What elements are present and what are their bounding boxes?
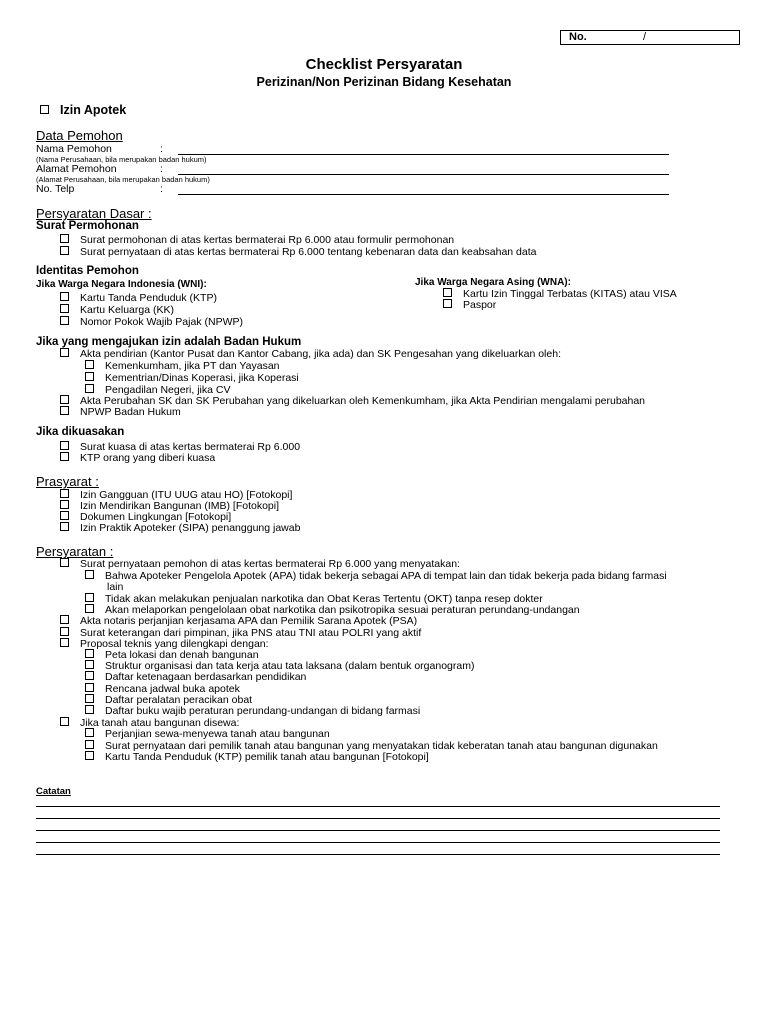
checklist-item[interactable] [85, 372, 299, 384]
checkbox[interactable] [60, 316, 69, 325]
item-label: Perjanjian sewa-menyewa tanah atau bangunan [105, 728, 330, 740]
checklist-item[interactable] [443, 299, 496, 311]
alamat-field[interactable] [178, 174, 669, 175]
prasyarat-heading: Prasyarat : [36, 474, 99, 489]
item-label: Surat keterangan dari pimpinan, jika PNS atau TNI atau POLRI yang aktif [80, 627, 422, 639]
checkbox[interactable] [60, 395, 69, 404]
alamat-label: Alamat Pemohon [36, 163, 117, 175]
item-label: Proposal teknis yang dilengkapi dengan: [80, 638, 269, 650]
data-pemohon-heading: Data Pemohon [36, 128, 123, 143]
checkbox[interactable] [85, 604, 94, 613]
nama-label: Nama Pemohon [36, 143, 112, 155]
catatan-heading: Catatan [36, 786, 71, 797]
checkbox[interactable] [85, 671, 94, 680]
nama-colon: : [160, 143, 163, 155]
checklist-item[interactable] [60, 304, 174, 316]
checkbox[interactable] [85, 740, 94, 749]
checklist-item[interactable] [60, 406, 181, 418]
item-label: Daftar ketenagaan berdasarkan pendidikan [105, 671, 307, 683]
item-label: NPWP Badan Hukum [80, 406, 181, 418]
item-label: Kemenkumham, jika PT dan Yayasan [105, 360, 280, 372]
checkbox[interactable] [60, 627, 69, 636]
checkbox[interactable] [85, 372, 94, 381]
checklist-item[interactable] [60, 452, 215, 464]
item-label: Akta pendirian (Kantor Pusat dan Kantor Cabang, jika ada) dan SK Pengesahan yang dikeluarkan oleh: [80, 348, 561, 360]
checkbox[interactable] [85, 360, 94, 369]
number-slash: / [643, 31, 647, 43]
checkbox[interactable] [60, 292, 69, 301]
item-label: Pengadilan Negeri, jika CV [105, 384, 231, 396]
item-label: Nomor Pokok Wajib Pajak (NPWP) [80, 316, 243, 328]
item-label: Surat pernyataan di atas kertas bermaterai Rp 6.000 tentang kebenaran data dan keabsahan data [80, 246, 537, 258]
identitas-heading: Identitas Pemohon [36, 265, 139, 277]
checkbox[interactable] [60, 558, 69, 567]
checkbox[interactable] [85, 384, 94, 393]
item-label: Dokumen Lingkungan [Fotokopi] [80, 511, 232, 523]
checklist-item[interactable] [60, 522, 300, 534]
item-label: Akta notaris perjanjian kerjasama APA dan Pemilik Sarana Apotek (PSA) [80, 615, 418, 627]
item-label: Akta Perubahan SK dan SK Perubahan yang dikeluarkan oleh Kemenkumham, jika Akta Pendirian mengalami perubahan [80, 395, 646, 407]
item-label: Daftar peralatan peracikan obat [105, 694, 253, 706]
catatan-line[interactable] [36, 818, 720, 819]
item-label: Izin Praktik Apoteker (SIPA) penanggung jawab [80, 522, 301, 534]
izin-apotek-item[interactable] [40, 103, 126, 117]
checkbox[interactable] [443, 288, 452, 297]
dikuasakan-heading: Jika dikuasakan [36, 426, 125, 438]
checkbox[interactable] [60, 638, 69, 647]
checkbox[interactable] [60, 234, 69, 243]
catatan-line[interactable] [36, 842, 720, 843]
checklist-item[interactable] [85, 570, 667, 582]
item-label: Izin Gangguan (ITU UUG atau HO) [Fotokopi] [80, 489, 293, 501]
telp-field[interactable] [178, 194, 669, 195]
item-label: Kartu Keluarga (KK) [80, 304, 174, 316]
page-title: Checklist Persyaratan [305, 56, 463, 73]
checklist-item[interactable] [60, 292, 217, 304]
catatan-line[interactable] [36, 830, 720, 831]
item-label: Struktur organisasi dan tata kerja atau tata laksana (dalam bentuk organogram) [105, 660, 475, 672]
checkbox[interactable] [60, 452, 69, 461]
checkbox[interactable] [443, 299, 452, 308]
nama-field[interactable] [178, 154, 669, 155]
item-label: Surat permohonan di atas kertas bermaterai Rp 6.000 atau formulir permohonan [80, 234, 455, 246]
checkbox[interactable] [85, 683, 94, 692]
item-continuation: lain [107, 581, 124, 593]
checkbox[interactable] [85, 728, 94, 737]
checklist-item[interactable] [85, 728, 330, 740]
number-box [560, 30, 740, 45]
item-label: Kementrian/Dinas Koperasi, jika Koperasi [105, 372, 299, 384]
item-label: Daftar buku wajib peraturan perundang-undangan di bidang farmasi [105, 705, 421, 717]
item-label: Surat kuasa di atas kertas bermaterai Rp 6.000 [80, 441, 301, 453]
checkbox[interactable] [40, 105, 49, 114]
checkbox[interactable] [60, 406, 69, 415]
item-label: Kartu Izin Tinggal Terbatas (KITAS) atau VISA [463, 288, 677, 300]
checklist-item[interactable] [60, 558, 460, 570]
checklist-item[interactable] [60, 234, 454, 246]
checklist-item[interactable] [60, 316, 243, 328]
wni-heading: Jika Warga Negara Indonesia (WNI): [36, 279, 207, 290]
checkbox[interactable] [60, 304, 69, 313]
checkbox[interactable] [60, 511, 69, 520]
izin-apotek-label: Izin Apotek [60, 103, 127, 117]
persyaratan-heading: Persyaratan : [36, 544, 114, 559]
checkbox[interactable] [60, 500, 69, 509]
telp-label: No. Telp [36, 183, 75, 195]
catatan-line[interactable] [36, 806, 720, 807]
persyaratan-dasar-heading: Persyaratan Dasar : [36, 206, 152, 221]
catatan-line[interactable] [36, 854, 720, 855]
item-label: Surat pernyataan pemohon di atas kertas bermaterai Rp 6.000 yang menyatakan: [80, 558, 460, 570]
telp-colon: : [160, 183, 163, 195]
number-label: No. [569, 31, 587, 43]
checkbox[interactable] [60, 522, 69, 531]
checkbox[interactable] [60, 717, 69, 726]
checkbox[interactable] [85, 593, 94, 602]
item-label: Tidak akan melakukan penjualan narkotika dan Obat Keras Tertentu (OKT) tanpa resep dokter [105, 593, 543, 605]
alamat-colon: : [160, 163, 163, 175]
item-label: Peta lokasi dan denah bangunan [105, 649, 259, 661]
item-label: Bahwa Apoteker Pengelola Apotek (APA) tidak bekerja sebagai APA di tempat lain dan tidak bekerja pada bidang farmasi [105, 570, 667, 582]
checkbox[interactable] [85, 705, 94, 714]
checklist-item[interactable] [85, 751, 429, 763]
checklist-item[interactable] [85, 671, 306, 683]
page-subtitle: Perizinan/Non Perizinan Bidang Kesehatan [256, 75, 512, 89]
checklist-item[interactable] [85, 705, 420, 717]
checkbox[interactable] [60, 615, 69, 624]
surat-permohonan-heading: Surat Permohonan [36, 220, 139, 232]
item-label: Akan melaporkan pengelolaan obat narkotika dan psikotropika sesuai peraturan perundang-undangan [105, 604, 580, 616]
item-label: KTP orang yang diberi kuasa [80, 452, 216, 464]
checklist-item[interactable] [60, 348, 561, 360]
item-label: Surat pernyataan dari pemilik tanah atau bangunan yang menyatakan tidak keberatan tanah atau bangunan digunakan [105, 740, 658, 752]
checkbox[interactable] [60, 489, 69, 498]
item-label: Paspor [463, 299, 497, 311]
item-label: Kartu Tanda Penduduk (KTP) [80, 292, 217, 304]
checkbox[interactable] [85, 694, 94, 703]
checklist-item[interactable] [60, 246, 536, 258]
alamat-note: (Alamat Perusahaan, bila merupakan badan hukum) [36, 175, 210, 184]
checkbox[interactable] [60, 246, 69, 255]
checkbox[interactable] [60, 441, 69, 450]
item-label: Rencana jadwal buka apotek [105, 683, 240, 695]
checklist-item[interactable] [60, 615, 417, 627]
badan-hukum-heading: Jika yang mengajukan izin adalah Badan Hukum [36, 336, 302, 348]
checkbox[interactable] [85, 660, 94, 669]
checkbox[interactable] [60, 348, 69, 357]
checkbox[interactable] [85, 649, 94, 658]
item-label: Izin Mendirikan Bangunan (IMB) [Fotokopi] [80, 500, 280, 512]
checklist-item[interactable] [85, 360, 280, 372]
wna-heading: Jika Warga Negara Asing (WNA): [415, 277, 571, 288]
item-label: Jika tanah atau bangunan disewa: [80, 717, 240, 729]
nama-note: (Nama Perusahaan, bila merupakan badan hukum) [36, 155, 207, 164]
checkbox[interactable] [85, 751, 94, 760]
item-label: Kartu Tanda Penduduk (KTP) pemilik tanah atau bangunan [Fotokopi] [105, 751, 429, 763]
checkbox[interactable] [85, 570, 94, 579]
